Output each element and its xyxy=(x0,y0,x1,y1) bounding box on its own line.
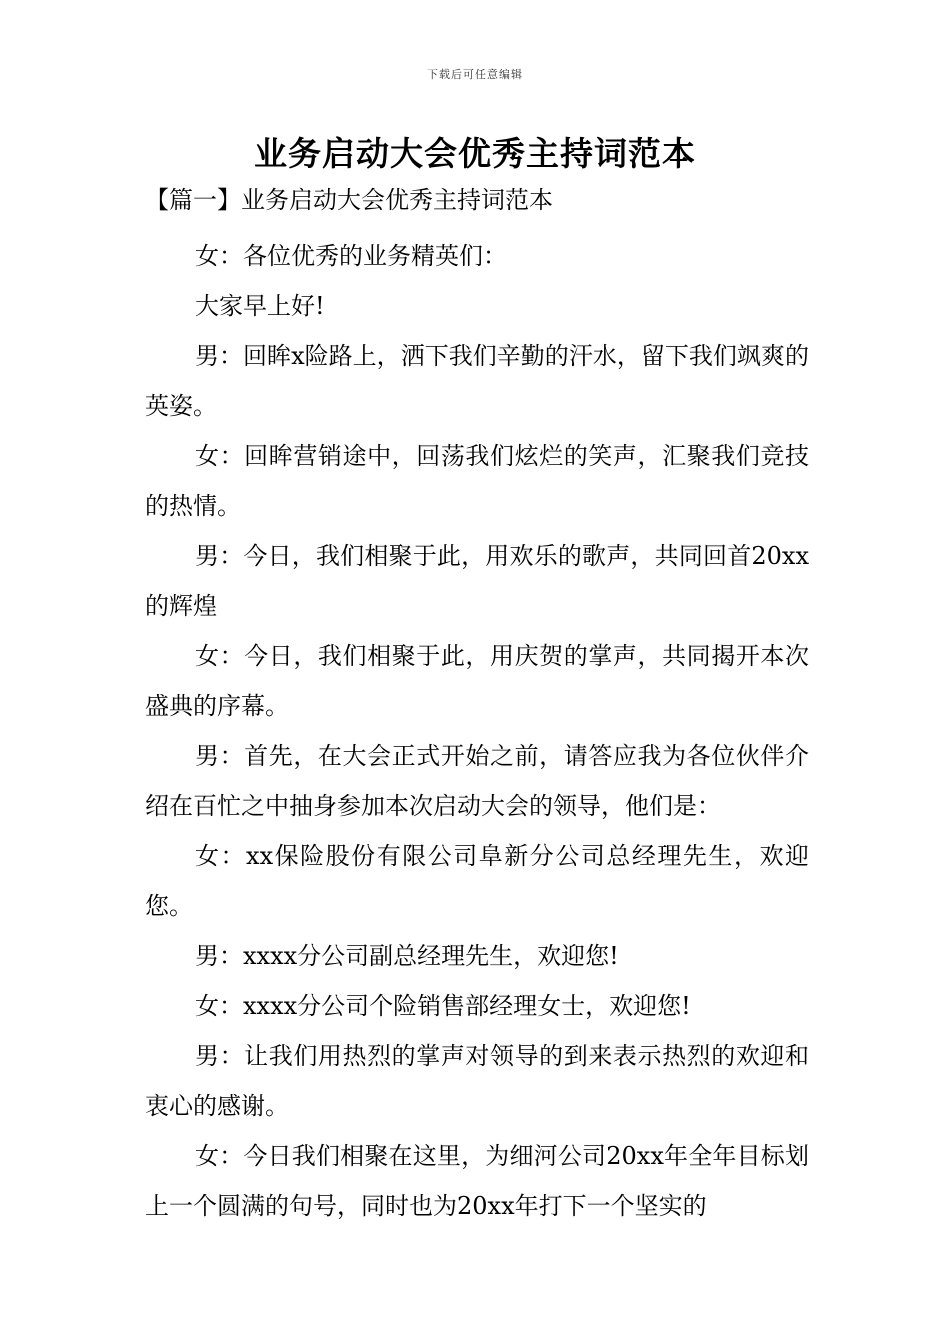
paragraph: 男：今日，我们相聚于此，用欢乐的歌声，共同回首20xx的辉煌 xyxy=(145,542,809,620)
paragraph: 大家早上好! xyxy=(195,292,325,320)
paragraph: 男：首先，在大会正式开始之前，请答应我为各位伙伴介绍在百忙之中抽身参加本次启动大会的领导，他们是： xyxy=(145,742,809,820)
paragraph: 男：xxxx分公司副总经理先生，欢迎您! xyxy=(195,942,619,970)
paragraph: 女：各位优秀的业务精英们： xyxy=(195,242,507,270)
paragraph: 男：回眸x险路上，洒下我们辛勤的汗水，留下我们飒爽的英姿。 xyxy=(145,342,809,420)
paragraph: 女：今日我们相聚在这里，为细河公司20xx年全年目标划上一个圆满的句号，同时也为20xx年打下一个坚实的 xyxy=(145,1142,809,1220)
paragraph: 男：让我们用热烈的掌声对领导的到来表示热烈的欢迎和衷心的感谢。 xyxy=(145,1042,809,1120)
document-body xyxy=(145,181,809,1231)
paragraph: 女：xxxx分公司个险销售部经理女士，欢迎您! xyxy=(195,992,691,1020)
paragraph: 女：xx保险股份有限公司阜新分公司总经理先生，欢迎您。 xyxy=(145,842,809,920)
paragraph: 女：回眸营销途中，回荡我们炫烂的笑声，汇聚我们竞技的热情。 xyxy=(145,442,809,520)
section-heading: 【篇一】业务启动大会优秀主持词范本 xyxy=(145,186,553,214)
paragraph: 女：今日，我们相聚于此，用庆贺的掌声，共同揭开本次盛典的序幕。 xyxy=(145,642,809,720)
header-note: 下载后可任意编辑 xyxy=(427,68,523,81)
document-title: 业务启动大会优秀主持词范本 xyxy=(254,134,696,173)
